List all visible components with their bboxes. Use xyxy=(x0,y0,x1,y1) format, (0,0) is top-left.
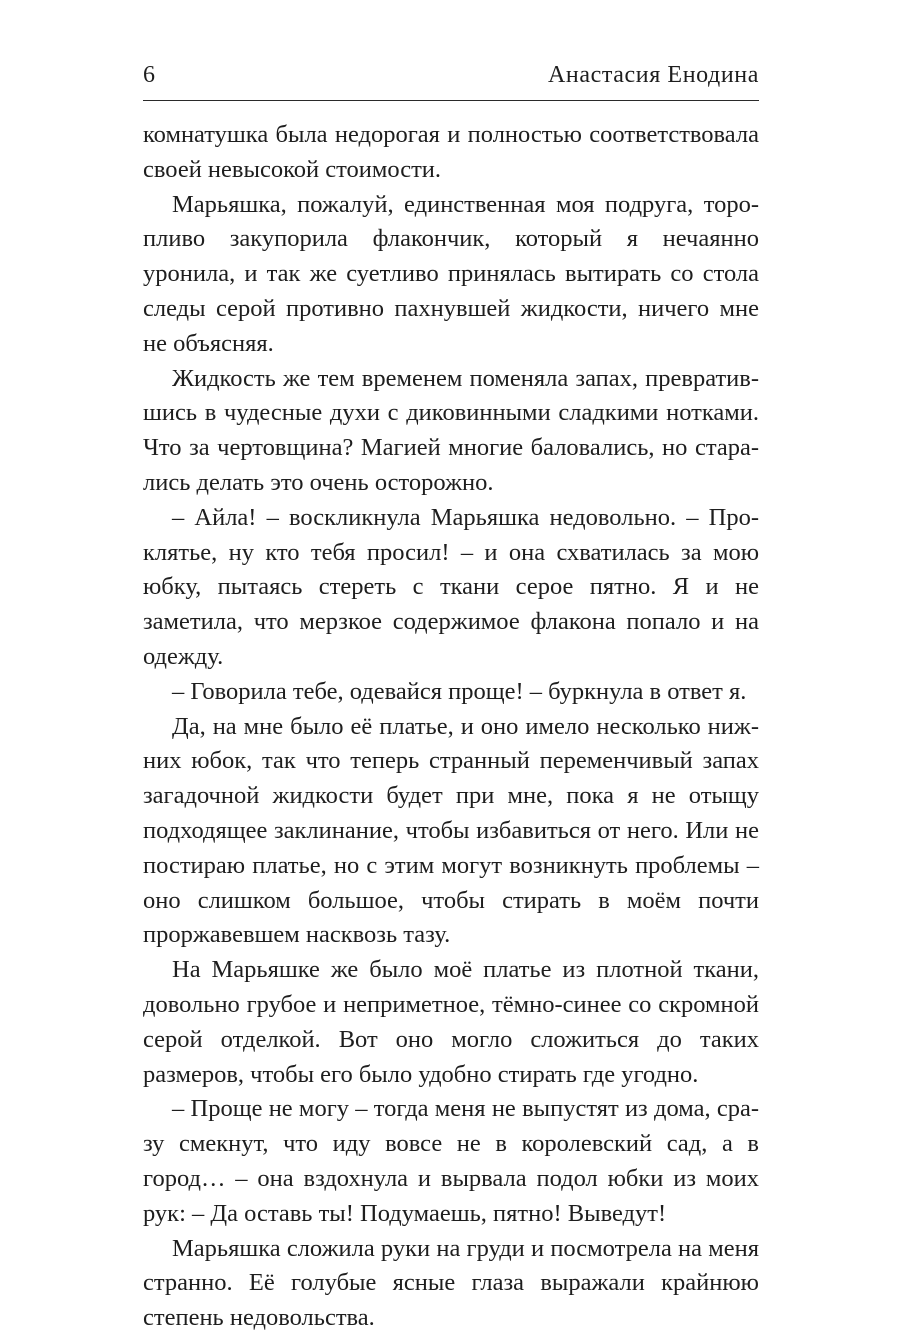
dialogue-paragraph: – Айла! – воскликнула Марьяшка недовольно. – Проклятье, ну кто тебя просил! – и она схватилась за мою юбку, пытаясь стереть с ткани серое пятно. Я и не заметила, что мерзкое содержимое флакона попало и на одежду. xyxy=(143,503,759,670)
page-number: 6 xyxy=(143,62,155,88)
running-header xyxy=(143,60,759,101)
paragraph: Марьяшка сложила руки на груди и посмотрела на меня странно. Её голубые ясные глаза выражали крайнюю степень недовольства. xyxy=(143,1234,759,1332)
dialogue-paragraph: – Проще не могу – тогда меня не выпустят из дома, сразу смекнут, что иду вовсе не в королевский сад, а в город… – она вздохнула и вырвала подол юбки из моих рук: – Да оставь ты! Подумаешь, пятно! Выведут! xyxy=(143,1095,759,1227)
paragraph-continued: комнатушка была недорогая и полностью соответствовала своей невысокой стоимости. xyxy=(143,121,759,183)
running-header-author: Анастасия Енодина xyxy=(547,62,759,88)
book-page xyxy=(143,60,759,1336)
body-text xyxy=(143,118,759,1336)
paragraph: Марьяшка, пожалуй, единственная моя подруга, торопливо закупорила флакончик, который я нечаянно уронила, и так же суетливо принялась вытирать со стола следы серой противно пахнувшей жидкости, ничего мне не объясняя. xyxy=(143,190,759,357)
paragraph: Да, на мне было её платье, и оно имело несколько нижних юбок, так что теперь странный переменчивый запах загадочной жидкости будет при мне, пока я не отыщу подходящее заклинание, чтобы избавиться от него. Или не постираю платье, но с этим могут возникнуть проблемы – оно слишком большое, чтобы стирать в моём почти проржавевшем насквозь тазу. xyxy=(143,712,759,949)
dialogue-paragraph: – Говорила тебе, одевайся проще! – буркнула в ответ я. xyxy=(172,677,747,705)
paragraph: На Марьяшке же было моё платье из плотной ткани, довольно грубое и неприметное, тёмно-синее со скромной серой отделкой. Вот оно могло сложиться до таких размеров, чтобы его было удобно стирать где угодно. xyxy=(143,956,759,1088)
paragraph: Жидкость же тем временем поменяла запах, превратившись в чудесные духи с диковинными сладкими нотками. Что за чертовщина? Магией многие баловались, но старались делать это очень осторожно. xyxy=(143,364,759,496)
